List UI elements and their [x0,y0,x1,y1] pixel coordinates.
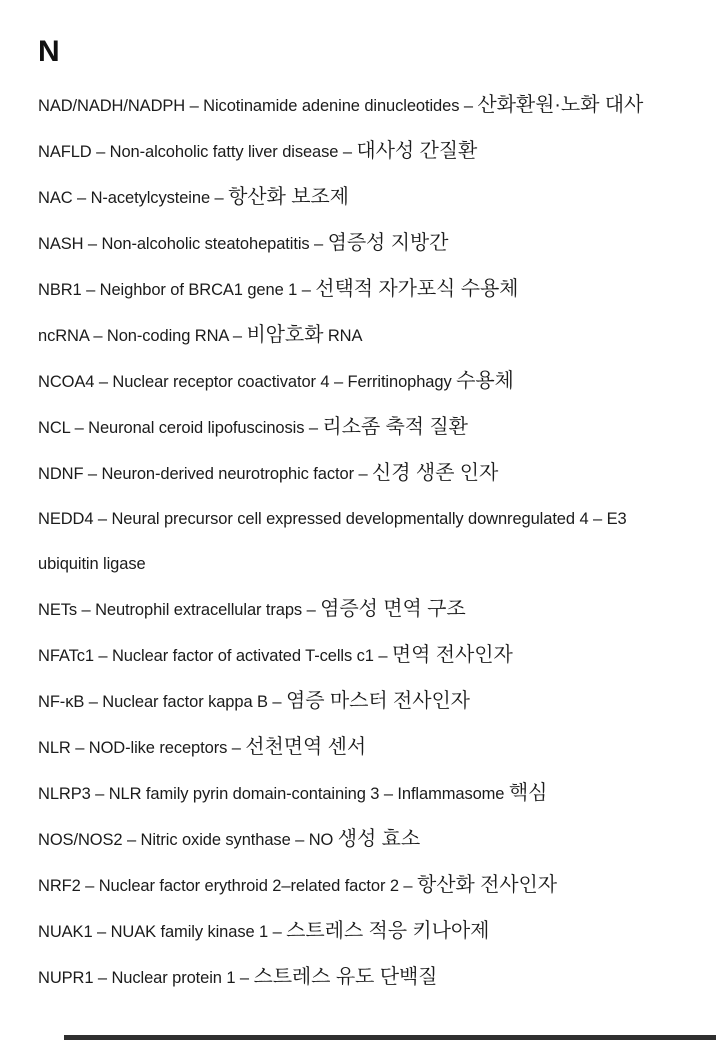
entry-segment-ko: 생성 효소 [337,828,421,850]
glossary-entry [38,955,684,1001]
glossary-entry [38,405,684,451]
entry-segment-en: NETs – Neutrophil extracellular traps – [38,601,321,619]
entry-segment-en: NCOA4 – Nuclear receptor coactivator 4 – Ferritinophagy [38,373,457,391]
glossary-entry [38,633,684,679]
entry-segment-en: NAD/NADH/NADPH – Nicotinamide adenine dinucleotides – [38,97,478,115]
glossary-entry [38,359,684,405]
glossary-entry [38,863,684,909]
glossary-entry [38,771,684,817]
glossary-entry [38,83,684,129]
glossary-entry [38,679,684,725]
entry-segment-ko: 산화환원·노화 대사 [477,94,644,116]
entry-segment-en: NOS/NOS2 – Nitric oxide synthase – NO [38,831,338,849]
entry-segment-ko: 비암호화 [246,324,324,346]
bottom-partial-bar [64,1035,716,1040]
entry-segment-ko: 항산화 보조제 [228,186,349,208]
entry-segment-ko: 염증 마스터 전사인자 [285,690,470,712]
glossary-entry [38,175,684,221]
entry-segment-en: NAFLD – Non-alcoholic fatty liver disease – [38,143,357,161]
entry-segment-en: NEDD4 – Neural precursor cell expressed developmentally downregulated 4 – E3 ubiquitin ligase [38,510,627,573]
entry-segment-ko: 염증성 면역 구조 [320,598,466,620]
entry-segment-en: NRF2 – Nuclear factor erythroid 2–related factor 2 – [38,877,417,895]
entry-segment-en: NUAK1 – NUAK family kinase 1 – [38,923,287,941]
entry-segment-ko: 염증성 지방간 [327,232,449,254]
entry-segment-ko: 스트레스 적응 키나아제 [286,920,490,942]
entry-segment-en: RNA [323,327,363,345]
glossary-entry [38,129,684,175]
entry-segment-ko: 대사성 간질환 [356,140,478,162]
entry-segment-ko: 핵심 [508,782,548,804]
entry-segment-en: NCL – Neuronal ceroid lipofuscinosis – [38,419,323,437]
glossary-list [38,83,684,1001]
entry-segment-ko: 선천면역 센서 [245,736,367,758]
glossary-entry [38,909,684,955]
entry-segment-ko: 수용체 [456,370,514,392]
entry-segment-ko: 항산화 전사인자 [416,874,557,896]
glossary-entry [38,725,684,771]
glossary-entry [38,587,684,633]
entry-segment-en: ncRNA – Non-coding RNA – [38,327,247,345]
entry-segment-ko: 신경 생존 인자 [372,462,499,484]
entry-segment-en: NBR1 – Neighbor of BRCA1 gene 1 – [38,281,316,299]
entry-segment-ko: 리소좀 축적 질환 [322,416,468,438]
entry-segment-en: NDNF – Neuron-derived neurotrophic factor – [38,465,373,483]
glossary-entry [38,267,684,313]
entry-segment-en: NF-κB – Nuclear factor kappa B – [38,693,286,711]
entry-segment-ko: 선택적 자가포식 수용체 [315,278,519,300]
glossary-entry [38,451,684,497]
section-heading: N [38,35,60,68]
glossary-entry [38,497,684,587]
entry-segment-en: NLRP3 – NLR family pyrin domain-containing 3 – Inflammasome [38,785,509,803]
entry-segment-en: NFATc1 – Nuclear factor of activated T-cells c1 – [38,647,392,665]
glossary-entry [38,313,684,359]
entry-segment-en: NUPR1 – Nuclear protein 1 – [38,969,254,987]
entry-segment-en: NLR – NOD-like receptors – [38,739,246,757]
entry-segment-ko: 스트레스 유도 단백질 [253,966,438,988]
glossary-entry [38,817,684,863]
entry-segment-en: NAC – N-acetylcysteine – [38,189,229,207]
glossary-entry [38,221,684,267]
entry-segment-ko: 면역 전사인자 [391,644,513,666]
entry-segment-en: NASH – Non-alcoholic steatohepatitis – [38,235,328,253]
